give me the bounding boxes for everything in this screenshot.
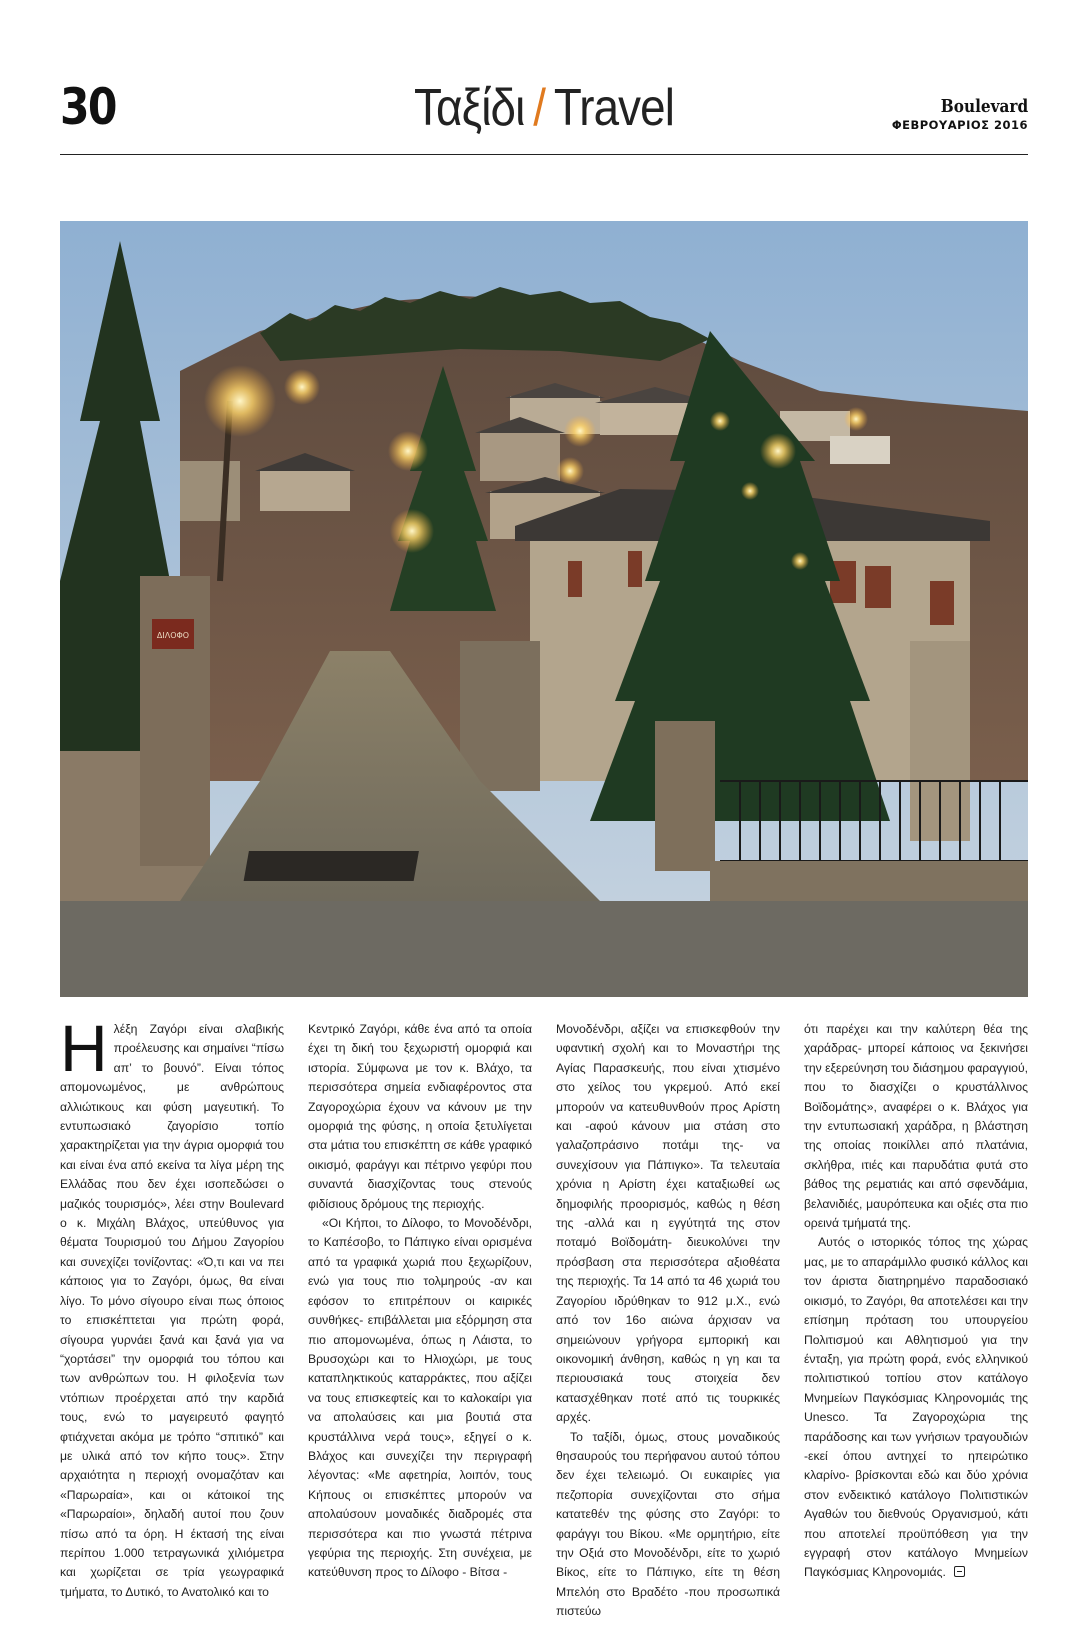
article-paragraph: Μονοδένδρι, αξίζει να επισκεφθούν την υφαντική σχολή και το Μοναστήρι της Αγίας Παρασκευής, που είναι χτισμένο στο χείλος του γκρεμού. Από εκεί μπορούν να κατευθυνθούν προς Αρίστη και -αφού κάνουν μια στάση στο γαλαζοπράσινο ποτάμι της- να συνεχίσουν για Πάπιγκο». Τα τελευταία χρόνια η Αρίστη έχει καταξιωθεί ως δημοφιλής προορισμός, καθώς η θέση της -αλλά και η εγγύτητά της στον ποταμό Βοϊδομάτη- διευκολύνει την πρόσβαση στα περισσότερα αξιοθέατα της περιοχής. Τα 14 από τα 46 χωριά του Ζαγορίου ιδρύθηκαν το 912 μ.Χ., ενώ από τον 16ο αιώνα άρχισαν να σημειώνουν γρήγορα εμπορική και οικονομική άνθηση, καθώς η γη και τα περιουσιακά τους στοιχεία δεν κατασχέθηκαν ποτέ από τις τουρκικές αρχές. <box>556 1022 780 1425</box>
right-wall-upper <box>460 641 540 791</box>
section-title <box>118 78 970 138</box>
issue-date: ΦΕΒΡΟΥΑΡΙΟΣ 2016 <box>891 118 1028 132</box>
tree-light <box>741 482 759 500</box>
right-stone-base <box>710 861 1028 901</box>
tree-light <box>710 411 730 431</box>
text-column-3 <box>556 1020 780 1622</box>
village-photo <box>60 221 1028 997</box>
street-light <box>204 365 276 437</box>
section-title-slash: / <box>533 79 546 137</box>
street-light <box>760 433 796 469</box>
paragraph-text: λέξη Ζαγόρι είναι σλαβικής προέλευσης και σημαίνει “πίσω απ’ το βουνό”. Είναι τόπος απομονωμένος, με ανθρώπους αλλιώτικους και φύση μαγευτική. Το εντυπωσιακό ζαγορίσιο τοπίο χαρακτηρίζεται για την άγρια ομορφιά του και είναι ένα από εκείνα τα λίγα μέρη της Ελλάδας που δεν έχει ισοπεδώσει ο μαζικός τουρισμός», λέει στην Boulevard ο κ. Μιχάλη Βλάχος, υπεύθυνος για θέματα Τουρισμού του Δήμου Ζαγορίου και συνεχίζει τονίζοντας: «Ό,τι και να πει κάποιος για το Ζαγόρι, όμως, θα είναι λίγο. Το μόνο σίγουρο είναι πως όποιος το επισκέπτεται για πρώτη φορά, σίγουρα γυρνάει ξανά και ξανά για να “χορτάσει” την ομορφιά του τόπου και των ανθρώπων του. Η φιλοξενία των ντόπιων προέρχεται από την καρδιά τους, ενώ το μαγειρευτό φαγητό φτιάχνεται ακόμα με τρόπο “σπιτικό” και με υλικά από τον κήπο τους». Στην αρχαιότητα η περιοχή ονομαζόταν και «Παρωραία», και οι κάτοικοί της «Παρωραίοι», δηλαδή αυτοί που ζουν πίσω από τα όρη. Η έκτασή της είναι περίπου 1.000 τετραγωνικά χιλιόμετρα και χωρίζεται σε τρία γεωγραφικά τμήματα, το Δυτικό, το Ανατολικό και το <box>60 1022 284 1599</box>
article-paragraph <box>60 1011 284 1602</box>
street-light <box>556 457 584 485</box>
drop-cap: Η <box>60 1011 108 1085</box>
village-sign-text: ΔΙΛΟΦΟ <box>156 631 190 640</box>
foreground-road <box>60 901 1028 997</box>
street-light <box>284 369 320 405</box>
magazine-logo: Boulevard <box>940 96 1028 117</box>
street-light <box>388 431 428 471</box>
magazine-brand <box>892 98 1028 132</box>
text-column-4 <box>804 1020 1028 1583</box>
page-number: 30 <box>60 78 116 136</box>
page-header <box>60 70 1028 155</box>
text-column-1 <box>60 1011 284 1602</box>
right-gate-pillar <box>655 721 715 871</box>
section-title-english: Travel <box>553 79 674 137</box>
village-photo-illustration <box>60 221 1028 997</box>
street-light <box>390 509 434 553</box>
section-title-greek: Ταξίδι <box>413 79 525 137</box>
article-paragraph: Το ταξίδι, όμως, στους μοναδικούς θησαυρούς του περήφανου αυτού τόπου δεν έχει τελειωμό. Οι ευκαιρίες για πεζοπορία συνεχίζονται στο σήμα κατατεθέν της φύσης στο Ζαγόρι: το φαράγγι του Βίκου. «Με ορμητήριο, είτε την Οξιά στο Μονοδένδρι, είτε το χωριό Βίκος, είτε το Πάπιγκο, είτε τη θέση Μπελόη στο Βραδέτο -που προσωπικά πιστεύω <box>556 1429 780 1619</box>
article-paragraph: ότι παρέχει και την καλύτερη θέα της χαράδρας- μπορεί κάποιος να ξεκινήσει την εξερεύνηση του διάσημου φαραγγιού, που το διασχίζει ο κρυστάλλινος Βοϊδομάτης», αναφέρει ο κ. Βλάχος για την εντυπωσιακή χαράδρα, η βλάστηση της οποίας ποικίλλει από πλατάνια, σκλήθρα, ιτιές και παρυδάτια φυτά στο βάθος της ρεματιάς και από σφενδάμια, βελανιδιές, μαυρόπευκα και οξιές στα πιο ορεινά τμήματά της. <box>804 1022 1028 1231</box>
end-of-article-icon <box>954 1566 965 1577</box>
tree-light <box>791 552 809 570</box>
street-light <box>564 415 596 447</box>
article-paragraph: Κεντρικό Ζαγόρι, κάθε ένα από τα οποία έχει τη δική του ξεχωριστή ομορφιά και ιστορία. Σύμφωνα με τον κ. Βλάχο, τα περισσότερα σημεία ενδιαφέροντος στα Ζαγοροχώρια έχουν να κάνουν με την ομορφιά της φύσης, η οποία ξετυλίγεται στα μάτια του επισκέπτη σε κάθε γραφικό οικισμό, φαράγγι και πέτρινο γεφύρι που συναντά διασχίζοντας τους στενούς φιδίσιους δρόμους της περιοχής. <box>308 1022 532 1211</box>
article-paragraph <box>804 1233 1028 1582</box>
street-light <box>844 407 868 431</box>
paragraph-text: Αυτός ο ιστορικός τόπος της χώρας μας, με το απαράμιλλο φυσικό κάλλος και τον άριστα διατηρημένο παραδοσιακό οικισμό, το Ζαγόρι, θα αποτελέσει και την επίσημη πρόταση του υπουργείου Πολιτισμού και Αθλητισμού για την ένταξη, για πρώτη φορά, ενός ελληνικού πολιτιστικού τοπίου στον κατάλογο Μνημείων Παγκόσμιας Κληρονομιάς της Unesco. Τα Ζαγοροχώρια της παράδοσης και των γνήσιων τραγουδιών -εκεί όπου αντηχεί το ηπειρώτικο κλαρίνο- βρίσκονται εδώ και δύο χρόνια στον ενδεικτικό κατάλογο Πολιτιστικών Αγαθών του διεθνούς Οργανισμού, κάτι που αποτελεί προϋπόθεση για την εγγραφή στον κατάλογο Μνημείων Παγκόσμιας Κληρονομιάς. <box>804 1235 1028 1580</box>
article-paragraph: «Οι Κήποι, το Δίλοφο, το Μονοδένδρι, το Καπέσοβο, το Πάπιγκο είναι ορισμένα από τα γραφικά χωριά που ξεχωρίζουν, ενώ για τους πιο τολμηρούς -αν και εφόσον το επιτρέπουν οι καιρικές συνθήκες- επιβάλλεται μια εξόρμηση στα πιο απομονωμένα, όπως η Λάιστα, το Βρυσοχώρι και το Ηλιοχώρι, με τους καταπληκτικούς καταρράκτες, που αξίζει να τους επισκεφτείς και το καλοκαίρι για να απολαύσεις και μια βουτιά στα κρυστάλλινα νερά τους», εξηγεί ο κ. Βλάχος και συνεχίζει την περιγραφή λέγοντας: «Με αφετηρία, λοιπόν, τους Κήπους οι επισκέπτες μπορούν να απολαύσουν μοναδικές διαδρομές στα περισσότερα και πιο γνωστά πέτρινα γεφύρια της περιοχής. Στη συνέχεια, με κατεύθυνση προς το Δίλοφο - Βίτσα - <box>308 1216 532 1580</box>
text-column-2 <box>308 1020 532 1583</box>
drain-grate <box>244 851 419 881</box>
